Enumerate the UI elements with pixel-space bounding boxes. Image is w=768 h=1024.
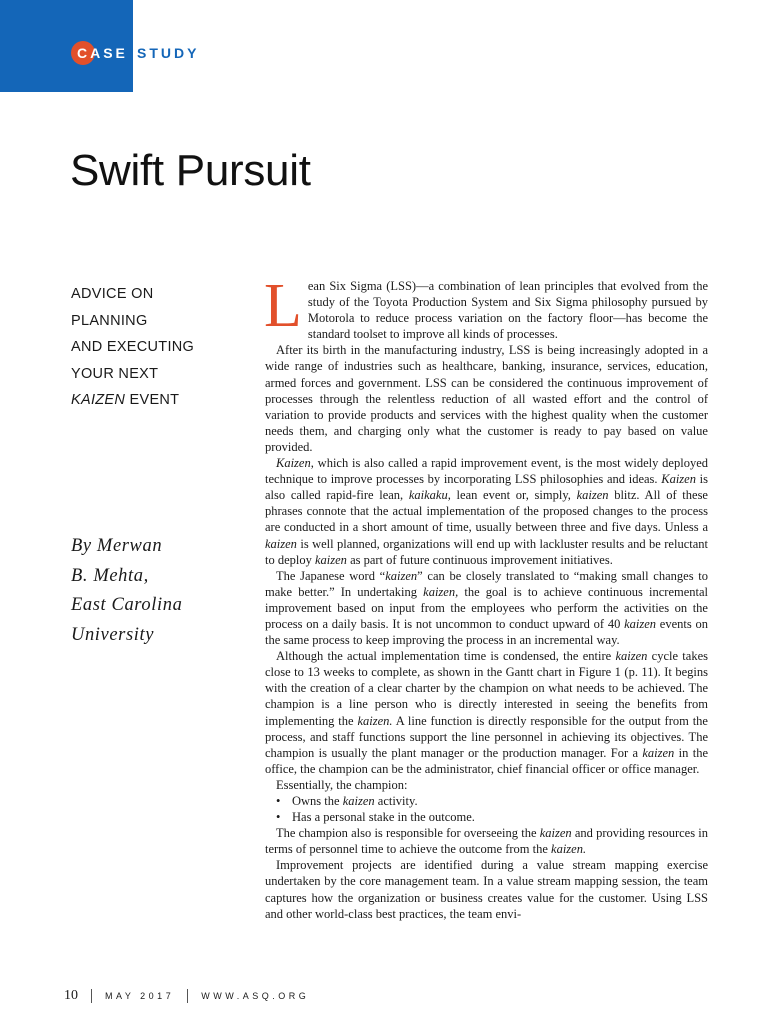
italic-term: kaizen.: [551, 842, 587, 857]
article-title: Swift Pursuit: [70, 146, 311, 195]
author-byline: [71, 532, 251, 650]
page-number: 10: [64, 988, 78, 1003]
study-label: STUDY: [137, 45, 200, 61]
footer-divider: [187, 989, 188, 1003]
page-footer: [64, 987, 309, 1005]
byline-line: University: [71, 624, 155, 645]
paragraph: [265, 568, 708, 648]
website-link[interactable]: WWW.ASQ.ORG: [201, 991, 310, 1001]
bullet-item: [276, 809, 708, 825]
italic-term: kaizen: [342, 794, 375, 808]
paragraph: [265, 648, 708, 777]
italic-term: kaikaku,: [408, 488, 451, 503]
text-run: Although the actual implementation time is condensed, the entire: [276, 649, 616, 664]
case-study-label: [71, 41, 200, 65]
italic-term: kaizen.: [357, 713, 393, 728]
byline-line: By Merwan: [71, 536, 163, 556]
text-run: the goal is to achieve continuous incremental improvement based on input from the employees who perform the activities on the process on a daily basis. It is not uncommon to conduct upward of 40: [265, 584, 709, 631]
deck-line: AND EXECUTING: [71, 339, 195, 355]
text-run: is also called rapid-fire lean,: [265, 472, 708, 503]
italic-term: kaizen: [385, 568, 418, 583]
text-run: is well planned, organizations will end up with lackluster results and be reluctant to deploy: [265, 536, 708, 567]
deck-line: YOUR NEXT: [71, 365, 159, 382]
paragraph: Essentially, the champion:: [276, 777, 408, 792]
issue-date: MAY 2017: [105, 991, 175, 1001]
text-run: The champion also is responsible for overseeing the: [276, 826, 540, 841]
paragraph: After its birth in the manufacturing industry, LSS is being increasingly adopted in a wide range of industries such as healthcare, banking, insurance, services, education, armed forces and government. LSS can be considered the continuous improvement of processes through the relentless reduction of all wasted effort and the control of variation to provide products and services with the highest quality when the customer needs them, and charging only what the customer is ready to pay based on value provided.: [265, 343, 708, 454]
footer-divider: [91, 989, 92, 1003]
italic-term: kaizen: [265, 536, 297, 551]
deck-kaizen: KAIZEN: [71, 392, 126, 408]
text-run: The Japanese word “: [276, 568, 386, 583]
text-run: Owns the: [292, 794, 343, 808]
italic-term: kaizen: [315, 552, 347, 567]
text-run: ” can be closely translated to “making small changes to make better.” In undertaking: [265, 568, 708, 599]
drop-cap: L: [264, 272, 302, 340]
italic-term: Kaizen: [276, 456, 311, 471]
byline-line: East Carolina: [71, 595, 183, 615]
case-label: CASE: [77, 45, 128, 61]
bullet-item: [276, 793, 708, 809]
text-run: events on the same process to keep improving the process in an incremental way.: [265, 616, 708, 648]
bullet-list: [265, 793, 708, 825]
italic-term: kaizen,: [423, 584, 459, 599]
byline-line: B. Mehta,: [71, 565, 149, 586]
text-run: lean event or, simply,: [450, 488, 577, 503]
italic-term: kaizen: [576, 488, 609, 503]
paragraph: Improvement projects are identified during a value stream mapping exercise undertaken by the core management team. In a value stream mapping session, the team captures how the organization or business creates value for the customer. Using LSS and other world-class best practices, the team envi-: [265, 858, 708, 921]
article-body: [264, 272, 709, 922]
paragraph-text: ean Six Sigma (LSS)—a combination of lean principles that evolved from the study of the Toyota Production System and Six Sigma philosophy pursued by Motorola to reduce process variation on the factory floor—has become the standard toolset to improve all kinds of processes.: [307, 279, 708, 342]
text-run: in the office, the champion can be the administrator, chief financial officer or office manager.: [265, 745, 708, 776]
italic-term: kaizen: [539, 826, 572, 841]
italic-term: kaizen: [615, 649, 648, 664]
italic-term: kaizen: [642, 745, 675, 760]
italic-term: Kaizen: [661, 472, 696, 487]
paragraph: [265, 825, 708, 857]
text-run: cycle takes close to 13 weeks to complete, as shown in the Gantt chart in Figure 1 (p. 11). It begins with the creation of a clear charter by the champion on what needs to be achieved. The champion is a line person who is directly interested in seeing the benefits from implementing the: [265, 649, 708, 728]
italic-term: kaizen: [624, 616, 657, 631]
paragraph: [264, 272, 708, 342]
text-run: activity.: [374, 794, 418, 808]
text-run: A line function is directly responsible for the output from the process, and staff functions support the line personnel in achieving its objectives. The champion is usually the plant manager or the production manager. For a: [265, 713, 708, 760]
text-run: and providing resources in terms of personnel time to achieve the outcome from the: [265, 826, 709, 857]
text-run: blitz. All of these phrases connote that the actual implementation of the proposed changes to the process are conducted in a short amount of time, usually between three and five days. Unless a: [265, 488, 708, 535]
deck-event: EVENT: [125, 392, 180, 408]
deck-line: PLANNING: [71, 312, 148, 329]
text-run: Has a personal stake in the outcome.: [292, 810, 475, 825]
paragraph: [265, 455, 708, 568]
bullet-icon: •: [276, 794, 281, 808]
text-run: as part of future continuous improvement initiatives.: [346, 552, 613, 567]
deck-line: ADVICE ON: [71, 286, 154, 302]
deck-line: [71, 387, 241, 414]
article-deck: [71, 281, 241, 414]
bullet-icon: •: [276, 810, 281, 825]
text-run: , which is also called a rapid improvement event, is the most widely deployed technique to improve processes by incorporating LSS philosophies and ideas.: [265, 456, 708, 487]
